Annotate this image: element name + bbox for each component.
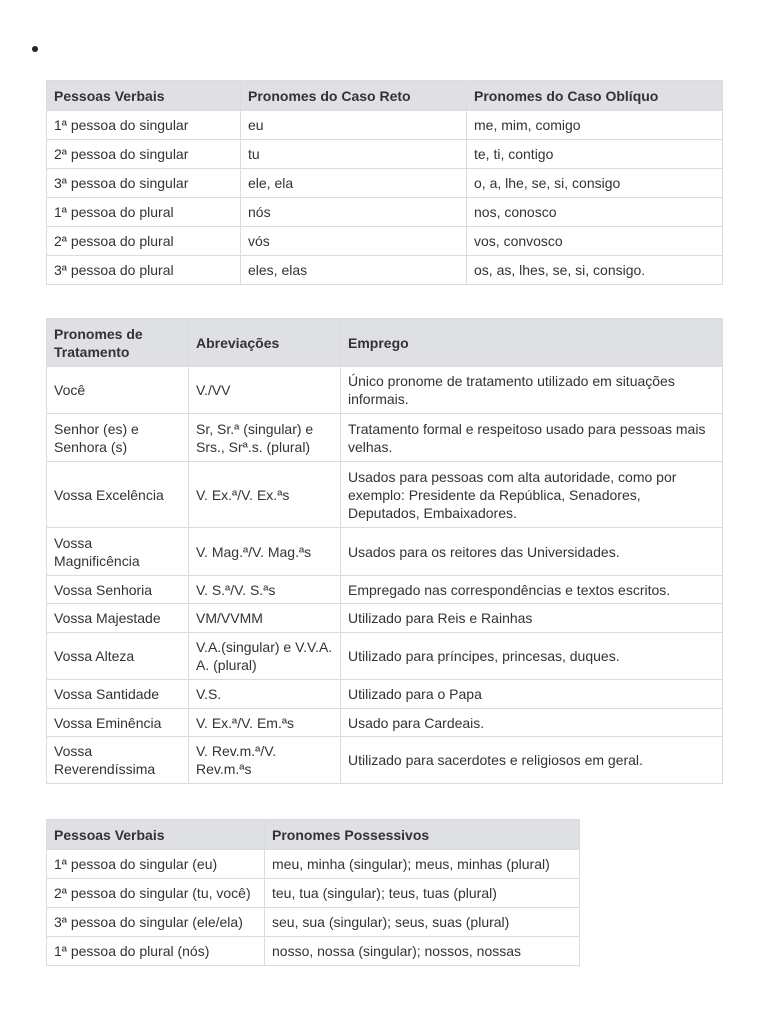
- table-cell: me, mim, comigo: [467, 111, 723, 140]
- table-row: [47, 879, 580, 908]
- column-header: Pronomes de Tratamento: [47, 319, 189, 367]
- column-header: Pronomes Possessivos: [265, 820, 580, 850]
- table-cell: Vossa Santidade: [47, 680, 189, 709]
- table-cell: V.A.(singular) e V.V.A. A. (plural): [189, 633, 341, 680]
- column-header: Pessoas Verbais: [47, 820, 265, 850]
- table-row: [47, 604, 723, 633]
- table-cell: 2ª pessoa do singular: [47, 140, 241, 169]
- table-row: [47, 169, 723, 198]
- table-cell: Usados para pessoas com alta autoridade, como por exemplo: Presidente da República, Senadores, Deputados, Embaixadores.: [341, 462, 723, 528]
- table-cell: Empregado nas correspondências e textos escritos.: [341, 576, 723, 604]
- table-row: [47, 367, 723, 414]
- table-cell: V./VV: [189, 367, 341, 414]
- table-cell: 2ª pessoa do plural: [47, 227, 241, 256]
- table-cell: nós: [241, 198, 467, 227]
- table-row: [47, 850, 580, 879]
- table-cell: 1ª pessoa do plural: [47, 198, 241, 227]
- list-bullet: [32, 46, 38, 52]
- table-cell: Vossa Eminência: [47, 709, 189, 737]
- table-row: [47, 140, 723, 169]
- table-row: [47, 937, 580, 966]
- table-cell: V. Mag.ª/V. Mag.ªs: [189, 528, 341, 576]
- table-cell: Utilizado para príncipes, princesas, duques.: [341, 633, 723, 680]
- table-cell: 2ª pessoa do singular (tu, você): [47, 879, 265, 908]
- table-row: [47, 908, 580, 937]
- column-header: Pessoas Verbais: [47, 81, 241, 111]
- table-cell: 3ª pessoa do singular (ele/ela): [47, 908, 265, 937]
- table-cell: Utilizado para sacerdotes e religiosos em geral.: [341, 737, 723, 784]
- table-cell: 1ª pessoa do singular: [47, 111, 241, 140]
- column-header: Abreviações: [189, 319, 341, 367]
- table-cell: tu: [241, 140, 467, 169]
- table-row: [47, 462, 723, 528]
- table-cell: ele, ela: [241, 169, 467, 198]
- table-row: [47, 709, 723, 737]
- table-cell: Único pronome de tratamento utilizado em situações informais.: [341, 367, 723, 414]
- table-cell: 1ª pessoa do plural (nós): [47, 937, 265, 966]
- column-header: Pronomes do Caso Reto: [241, 81, 467, 111]
- table-cell: Tratamento formal e respeitoso usado para pessoas mais velhas.: [341, 414, 723, 462]
- table-cell: Senhor (es) e Senhora (s): [47, 414, 189, 462]
- table-cell: V. Ex.ª/V. Ex.ªs: [189, 462, 341, 528]
- table-cell: V. Ex.ª/V. Em.ªs: [189, 709, 341, 737]
- table-row: [47, 576, 723, 604]
- table-cell: VM/VVMM: [189, 604, 341, 633]
- table-cell: eles, elas: [241, 256, 467, 285]
- table-cell: Vossa Reverendíssima: [47, 737, 189, 784]
- table-cell: 3ª pessoa do plural: [47, 256, 241, 285]
- table-row: [47, 737, 723, 784]
- table-cell: Sr, Sr.ª (singular) e Srs., Srª.s. (plural): [189, 414, 341, 462]
- table-cell: 3ª pessoa do singular: [47, 169, 241, 198]
- column-header: Pronomes do Caso Oblíquo: [467, 81, 723, 111]
- column-header: Emprego: [341, 319, 723, 367]
- table-row: [47, 680, 723, 709]
- table-cell: Vossa Alteza: [47, 633, 189, 680]
- table-cell: seu, sua (singular); seus, suas (plural): [265, 908, 580, 937]
- table-cell: os, as, lhes, se, si, consigo.: [467, 256, 723, 285]
- table-row: [47, 633, 723, 680]
- table-row: [47, 198, 723, 227]
- table-cell: Usados para os reitores das Universidades.: [341, 528, 723, 576]
- table-cell: Utilizado para o Papa: [341, 680, 723, 709]
- table-cell: 1ª pessoa do singular (eu): [47, 850, 265, 879]
- table-cell: V. S.ª/V. S.ªs: [189, 576, 341, 604]
- table-row: [47, 414, 723, 462]
- table-header-row: [47, 81, 723, 111]
- table-cell: nos, conosco: [467, 198, 723, 227]
- verbal-pronouns-table: [46, 80, 723, 285]
- table-cell: teu, tua (singular); teus, tuas (plural): [265, 879, 580, 908]
- table-cell: vós: [241, 227, 467, 256]
- table-cell: V.S.: [189, 680, 341, 709]
- table-cell: Vossa Excelência: [47, 462, 189, 528]
- table-cell: Utilizado para Reis e Rainhas: [341, 604, 723, 633]
- table-cell: Vossa Magnificência: [47, 528, 189, 576]
- table-cell: Vossa Majestade: [47, 604, 189, 633]
- table-cell: te, ti, contigo: [467, 140, 723, 169]
- table-header-row: [47, 820, 580, 850]
- table-cell: o, a, lhe, se, si, consigo: [467, 169, 723, 198]
- possessive-pronouns-table: [46, 819, 580, 966]
- table-cell: Usado para Cardeais.: [341, 709, 723, 737]
- treatment-pronouns-table: [46, 318, 723, 784]
- table-row: [47, 111, 723, 140]
- table-header-row: [47, 319, 723, 367]
- table-cell: meu, minha (singular); meus, minhas (plural): [265, 850, 580, 879]
- table-cell: nosso, nossa (singular); nossos, nossas: [265, 937, 580, 966]
- table-cell: Você: [47, 367, 189, 414]
- table-cell: vos, convosco: [467, 227, 723, 256]
- table-cell: V. Rev.m.ª/V. Rev.m.ªs: [189, 737, 341, 784]
- table-cell: Vossa Senhoria: [47, 576, 189, 604]
- table-row: [47, 528, 723, 576]
- table-row: [47, 227, 723, 256]
- table-cell: eu: [241, 111, 467, 140]
- table-row: [47, 256, 723, 285]
